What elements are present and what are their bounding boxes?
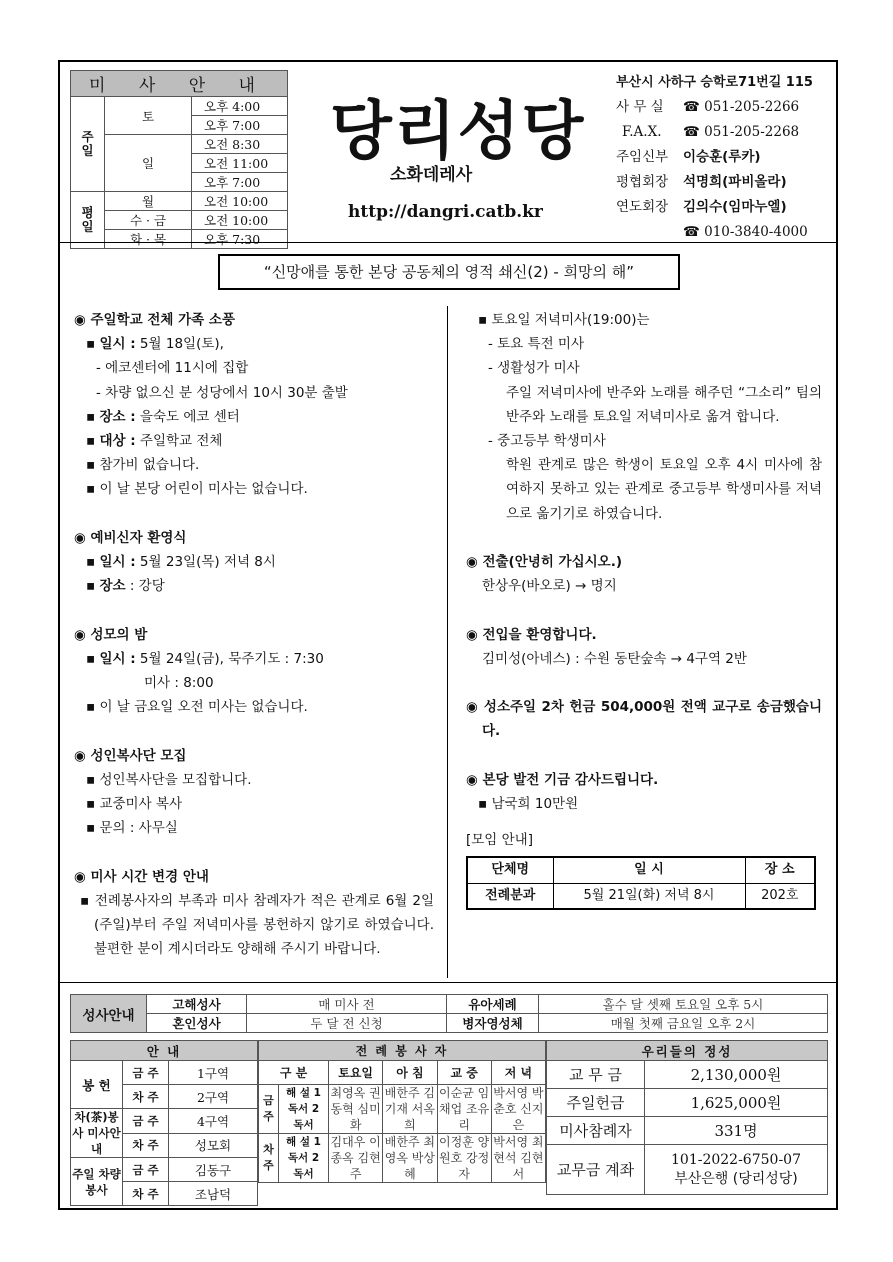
confession-info: 매 미사 전 [247,995,447,1014]
legion-phone: ☎ 010-3840-4000 [683,224,808,240]
mass-schedule-table [70,70,288,249]
finance-label: 주일헌금 [547,1089,645,1117]
mass-day: 토 [105,97,192,135]
church-name: 당리성당 [330,95,586,169]
finance-value: 1,625,000원 [645,1089,828,1117]
liturgy-names: 배한주 최영옥 박상혜 [383,1134,437,1183]
list-item: 한상우(바오로) → 명지 [482,578,617,595]
church-website-link[interactable]: http://dangri.catb.kr [348,202,543,222]
paragraph: 주일 저녁미사에 반주와 노래를 해주던 “그소리” 팀의 반주와 노래를 토요일 저녁미사로 옮겨 합니다. [506,384,822,425]
infant-baptism-info: 홀수 달 셋째 토요일 오후 5시 [539,995,828,1014]
church-patron: 소화데레사 [390,165,473,185]
list-item: 이 날 본당 어린이 미사는 없습니다. [99,481,308,498]
liturgy-names: 박서영 박춘호 신지은 [491,1085,545,1134]
liturgy-names: 배한주 김기재 서옥희 [383,1085,437,1134]
church-address: 부산시 사하구 승학로71번길 115 [616,75,813,90]
evening-header: 저 녁 [491,1061,545,1085]
finance-value: 331명 [645,1117,828,1145]
section-title: ◉ 전입을 환영합니다. [466,626,597,643]
liturgy-names: 최영옥 권동혁 심미화 [329,1085,383,1134]
liturgy-names: 이순균 임채업 조유리 [437,1085,491,1134]
legion-label: 연도회장 [616,199,669,215]
marriage-label: 혼인성사 [147,1014,247,1033]
office-phone: ☎ 051-205-2266 [683,99,800,115]
confession-label: 고해성사 [147,995,247,1014]
item-key: 장소 : [99,408,136,425]
next-week-label: 차 주 [123,1085,169,1109]
fax-label: F.A.X. [622,124,662,140]
list-item: 김미성(아네스) : 수원 동탄숲속 → 4구역 2반 [482,650,747,667]
list-item: 남국희 10만원 [491,796,579,812]
next-week-label: 차 주 [123,1133,169,1158]
liturgy-names: 이정훈 양원호 강정자 [437,1134,491,1183]
sacraments-label: 성사안내 [71,995,147,1033]
section-title: ◉ 성모의 밤 [74,626,148,643]
paragraph: 전례봉사자의 부족과 미사 참례자가 적은 관계로 6월 2일(주일)부터 주일 저녁미사를 봉헌하지 않기로 하였습니다. 불편한 분이 계시더라도 양해해 주시기 바랍니다. [94,892,434,958]
service-cell: 2구역 [169,1085,258,1109]
sacraments-table [70,994,828,1033]
offering-label: 봉 헌 [71,1061,123,1109]
item-value: 5월 23일(목) 저녁 8시 [135,554,276,571]
section-title: ◉ 성소주일 2차 헌금 504,000원 전액 교구로 송금했습니다. [466,699,822,740]
service-cell: 성모회 [169,1133,258,1158]
column-divider [447,306,448,978]
meeting-header: 단체명 [467,857,553,883]
list-item: 이 날 금요일 오전 미사는 없습니다. [99,699,308,716]
finance-value: 2,130,000원 [645,1061,828,1089]
list-item: 문의 : 사무실 [99,820,178,837]
mass-time: 오전 11:00 [192,154,288,173]
meeting-title: [모임 안내] [466,832,533,849]
meeting-table [466,856,816,909]
account-bank: 부산은행 (당리성당) [674,1170,798,1187]
main-mass-header: 교 중 [437,1061,491,1085]
service-cell: 1구역 [169,1061,258,1085]
service-cell: 4구역 [169,1109,258,1134]
roles: 해 설 1독서 2독서 [279,1134,329,1183]
contact-info [616,70,836,245]
section-title: ◉ 전출(안녕히 가십시오.) [466,554,623,571]
council-label: 평협회장 [616,174,669,190]
service-guide-title: 안 내 [71,1041,258,1061]
next-week-label: 차 주 [123,1182,169,1206]
this-week-label: 금 주 [123,1061,169,1085]
service-guide-table [70,1040,258,1206]
marriage-info: 두 달 전 신청 [247,1014,447,1033]
next-week-label: 차 주 [259,1134,279,1183]
list-item: - 차량 없으신 분 성당에서 10시 30분 출발 [96,384,348,401]
section-title: ◉ 예비신자 환영식 [74,529,187,546]
this-week-label: 금 주 [123,1109,169,1134]
list-item: - 토요 특전 미사 [488,336,584,353]
section-title: ◉ 미사 시간 변경 안내 [74,868,209,885]
mass-day: 일 [105,135,192,192]
roles: 해 설 1독서 2독서 [279,1085,329,1134]
meeting-cell: 202호 [745,883,815,909]
this-week-label: 금 주 [123,1158,169,1182]
item-key: 일시 : [99,554,136,571]
mass-time: 오전 10:00 [192,192,288,211]
left-column: ◉ 주일학교 전체 가족 소풍 ▪ 일시 : 5월 18일(토), - 에코센터에 11시에 집합 - 차량 없으신 분 성당에서 10시 30분 출발 ▪ 장소 : 을숙도 에코 센터 ▪ 대상 : 주일학교 전체 ▪ 참가비 없습니다. ▪ 이 날 본당 어린이 미사는 없습니다. ◉ 예비신자 환영식 ▪ 일시 : 5월 23일(목) 저녁 8시 ▪ 장소 : 강당 ◉ 성모의 밤 ▪ 일시 : 5월 24일(금), 묵주기도 : 7:30 미사 : 8:00 ▪ 이 날 금요일 오전 미사는 없습니다. ◉ 성인복사단 모집 ▪ 성인복사단을 모집합니다. ▪ 교중미사 복사 ▪ 문의 : 사무실 ◉ 미사 시간 변경 안내 ▪ 전례봉사자의 부족과 미사 참례자가 적은 관계로 6월 2일(주일)부터 주일 저녁미사를 봉헌하지 않기로 하였습니다. 불편한 분이 계시더라도 양해해 주시기 바랍니다. [74,308,434,961]
list-item: 성인복사단을 모집합니다. [99,771,252,788]
liturgy-names: 김대우 이종옥 김현주 [329,1134,383,1183]
meeting-header: 일 시 [553,857,745,883]
right-column: ▪ 토요일 저녁미사(19:00)는 - 토요 특전 미사 - 생활성가 미사 주일 저녁미사에 반주와 노래를 해주던 “그소리” 팀의 반주와 노래를 토요일 저녁미사로 옮겨 합니다. - 중고등부 학생미사 학원 관계로 많은 학생이 토요일 오후 4시 미사에 참여하지 못하고 있는 관계로 중고등부 학생미사를 저녁으로 옮기기로 하였습니다. ◉ 전출(안녕히 가십시오.) 한상우(바오로) → 명지 ◉ 전입을 환영합니다. 김미성(아네스) : 수원 동탄숲속 → 4구역 2반 ◉ 성소주일 2차 헌금 504,000원 전액 교구로 송금했습니다. ◉ 본당 발전 기금 감사드립니다. ▪ 남국희 10만원 [모임 안내] 단체명 일 시 장 소 전례분과 5월 21일(화) 저녁 8시 202호 [466,308,822,910]
office-label: 사 무 실 [616,99,664,115]
sick-communion-info: 매월 첫째 금요일 오후 2시 [539,1014,828,1033]
sunday-group-label: 주 일 [71,97,105,192]
section-title: ◉ 주일학교 전체 가족 소풍 [74,312,235,328]
bulletin-frame [58,60,838,1210]
liturgy-table [258,1040,546,1183]
theme-banner: “신망애를 통한 본당 공동체의 영적 쇄신(2) - 희망의 해” [218,254,680,290]
mass-time: 오전 10:00 [192,211,288,230]
finance-title: 우리들의 정성 [547,1041,828,1061]
finance-table [546,1040,828,1195]
tea-service-label: 차(茶)봉사 미사안내 [72,1110,121,1156]
sick-communion-label: 병자영성체 [447,1014,539,1033]
division-header: 구 분 [259,1061,329,1085]
list-item: - 중고등부 학생미사 [488,433,606,450]
account-number: 101-2022-6750-07 [671,1151,801,1168]
section-title: ◉ 본당 발전 기금 감사드립니다. [466,771,659,788]
saturday-header: 토요일 [329,1061,383,1085]
liturgy-names: 박서영 최현석 김현서 [491,1134,545,1183]
mass-time: 오후 4:00 [192,97,288,116]
list-item: - 에코센터에 11시에 집합 [96,360,249,377]
fax-number: ☎ 051-205-2268 [683,124,800,140]
council-name: 석명희(파비올라) [683,174,787,190]
item-value: : 강당 [125,578,165,595]
pastor-name: 이승훈(루카) [683,149,761,165]
bottom-divider [60,982,836,983]
morning-header: 아 침 [383,1061,437,1085]
item-key: 일시 : [99,650,136,667]
mass-time: 오후 7:30 [192,230,288,249]
finance-label: 교 무 금 [547,1061,645,1089]
paragraph: 학원 관계로 많은 학생이 토요일 오후 4시 미사에 참여하지 못하고 있는 관계로 중고등부 학생미사를 저녁으로 옮기기로 하였습니다. [506,457,822,522]
vehicle-service-label: 주일 차량봉사 [71,1158,123,1206]
item-key: 장소 [99,578,126,595]
pastor-label: 주임신부 [616,149,669,165]
service-cell: 김동구 [169,1158,258,1182]
meeting-header: 장 소 [745,857,815,883]
item-key: 대상 : [99,433,136,450]
infant-baptism-label: 유아세례 [447,995,539,1014]
weekday-group-label: 평 일 [71,192,105,249]
header-divider [60,242,836,243]
item-value: 5월 18일(토), [135,336,224,353]
mass-day: 월 [105,192,192,211]
finance-label: 교무금 계좌 [547,1145,645,1195]
item-value: 을숙도 에코 센터 [135,408,240,425]
section-title: ◉ 성인복사단 모집 [74,747,187,764]
this-week-label: 금 주 [259,1085,279,1134]
list-item: - 생활성가 미사 [488,360,580,377]
table-row [467,883,815,909]
item-value: 주일학교 전체 [135,433,223,450]
mass-time: 오후 7:00 [192,173,288,192]
item-value: 5월 24일(금), 묵주기도 : 7:30 [135,650,324,667]
mass-day: 수 · 금 [105,211,192,230]
legion-name: 김의수(임마누엘) [683,199,787,215]
mass-time: 오후 7:00 [192,116,288,135]
item-key: 일시 : [99,336,136,353]
liturgy-title: 전 례 봉 사 자 [259,1041,546,1061]
list-item: 참가비 없습니다. [99,457,200,474]
service-cell: 조남덕 [169,1182,258,1206]
meeting-cell: 전례분과 [467,883,553,909]
list-item: 교중미사 복사 [99,796,182,813]
mass-day: 화 · 목 [105,230,192,249]
list-item: 토요일 저녁미사(19:00)는 [491,312,650,328]
finance-label: 미사참례자 [547,1117,645,1145]
list-item: 미사 : 8:00 [144,675,214,692]
mass-schedule-title: 미 사 안 내 [71,71,288,97]
mass-time: 오전 8:30 [192,135,288,154]
meeting-cell: 5월 21일(화) 저녁 8시 [553,883,745,909]
